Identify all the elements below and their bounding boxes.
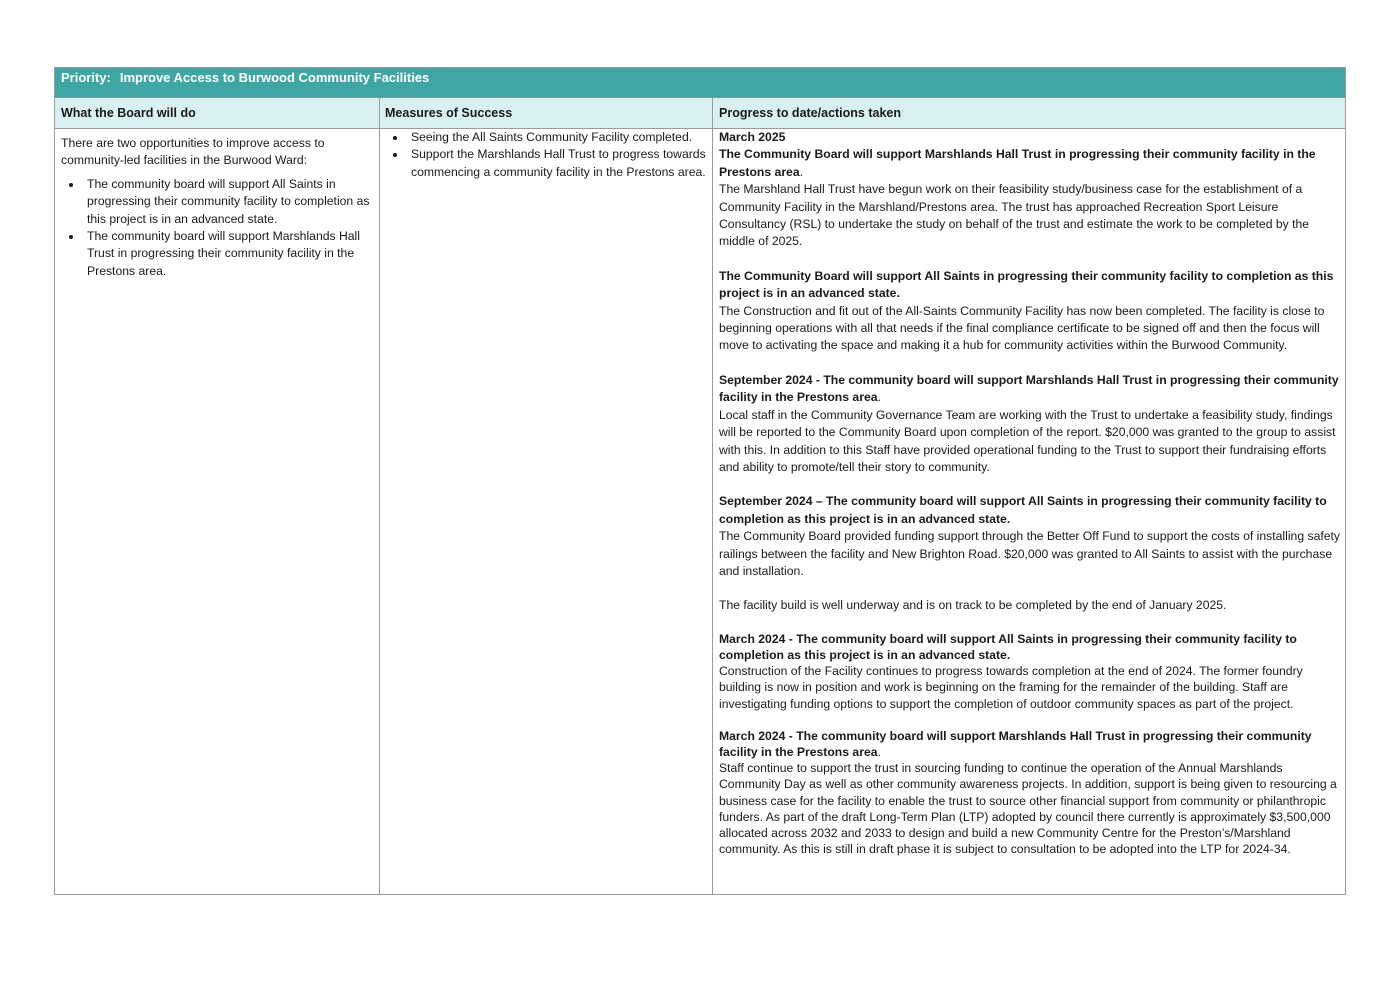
progress-body: Staff continue to support the trust in sourcing funding to continue the operation of the Annual Marshlands Community Day as well as other community awareness projects. In addition, support is being given to resourcing a business case for the facility to enable the trust to source other financial support from community or philanthropic funders. As part of the draft Long-Term Plan (LTP) adopted by council there currently is approximately $3,500,000 allocated across 2032 and 2033 to design and build a new Community Centre for the Preston’s/Marshland community. As this is still in draft phase it is subject to consultation to be adopted into the LTP for 2024-34. [719,761,1337,857]
heading-text: March 2024 - The community board will support Marshlands Hall Trust in progressing their community facility in the Prestons area [719,728,1312,759]
board-intro: There are two opportunities to improve access to community-led facilities in the Burwood Ward: [61,136,325,168]
progress-heading [719,728,1345,760]
heading-period: . [799,164,804,179]
priority-label: Priority: [61,70,111,85]
priority-title: Improve Access to Burwood Community Facilities [119,70,430,85]
heading-period: . [877,744,881,759]
progress-cell [719,129,1345,894]
header-what-board-will-do: What the Board will do [61,106,196,120]
header-progress: Progress to date/actions taken [719,106,902,120]
header-measures-of-success: Measures of Success [385,106,513,120]
progress-date-march-2025: March 2025 [719,130,786,144]
list-item: • Seeing the All Saints Community Facility completed. [407,129,711,146]
board-actions-cell [61,135,379,894]
board-actions-list [61,176,379,280]
progress-heading: September 2024 – The community board will support All Saints in progressing their community facility to completion as this project is in an advanced state. [719,494,1327,526]
progress-body: The Construction and fit out of the All-Saints Community Facility has now been completed. The facility is close to beginning operations with all that needs if the final compliance certificate to be signed off and then the focus will move to activating the space and making it a hub for community activities within the Burwood Community. [719,303,1325,353]
progress-heading [719,146,1345,181]
progress-body: The Marshland Hall Trust have begun work on their feasibility study/business case for the establishment of a Community Facility in the Marshland/Prestons area. The trust has approached Recreation Sport Leisure Consultancy (RSL) to undertake the study on behalf of the trust and estimate the work to be completed by the middle of 2025. [719,182,1310,249]
heading-text: September 2024 - The community board will support Marshlands Hall Trust in progressing their community facility in the Prestons area [719,372,1339,405]
heading-text: The Community Board will support Marshlands Hall Trust in progressing their community facility in the Prestons area [719,147,1316,179]
priority-table [54,67,1346,895]
table-header-row [55,98,1345,129]
priority-banner [55,68,1345,98]
measures-cell [385,129,711,894]
list-item: • The community board will support Marshlands Hall Trust in progressing their community facility in the Prestons area. [83,228,379,280]
measures-list [385,129,711,181]
list-item: • Support the Marshlands Hall Trust to progress towards commencing a community facility in the Prestons area. [407,146,711,181]
progress-body: Construction of the Facility continues to progress towards completion at the end of 2024. The former foundry building is now in position and work is beginning on the framing for the remainder of the building. Staff are investigating funding options to support the completion of outdoor community spaces as part of the project. [719,664,1303,711]
progress-heading: The Community Board will support All Saints in progressing their community facility to completion as this project is in an advanced state. [719,268,1334,301]
list-item: • The community board will support All Saints in progressing their community facility to completion as this project is in an advanced state. [83,176,379,228]
progress-body: The Community Board provided funding support through the Better Off Fund to support the costs of installing safety railings between the facility and New Brighton Road. $20,000 was granted to All Saints to assist with the purchase and installation. [719,529,1341,578]
progress-heading [719,372,1345,407]
progress-body: Local staff in the Community Governance Team are working with the Trust to undertake a feasibility study, findings will be reported to the Community Board upon completion of the report. $20,000 was granted to the group to assist with this. In addition to this Staff have provided operational funding to the Trust to support their fundraising efforts and ability to promote/tell their story to community. [719,407,1336,474]
progress-heading: March 2024 - The community board will support All Saints in progressing their community facility to completion as this project is in an advanced state. [719,631,1297,662]
column-divider [712,98,713,894]
progress-body: The facility build is well underway and is on track to be completed by the end of January 2025. [719,598,1227,613]
column-divider [379,98,380,894]
heading-period: . [877,390,881,405]
